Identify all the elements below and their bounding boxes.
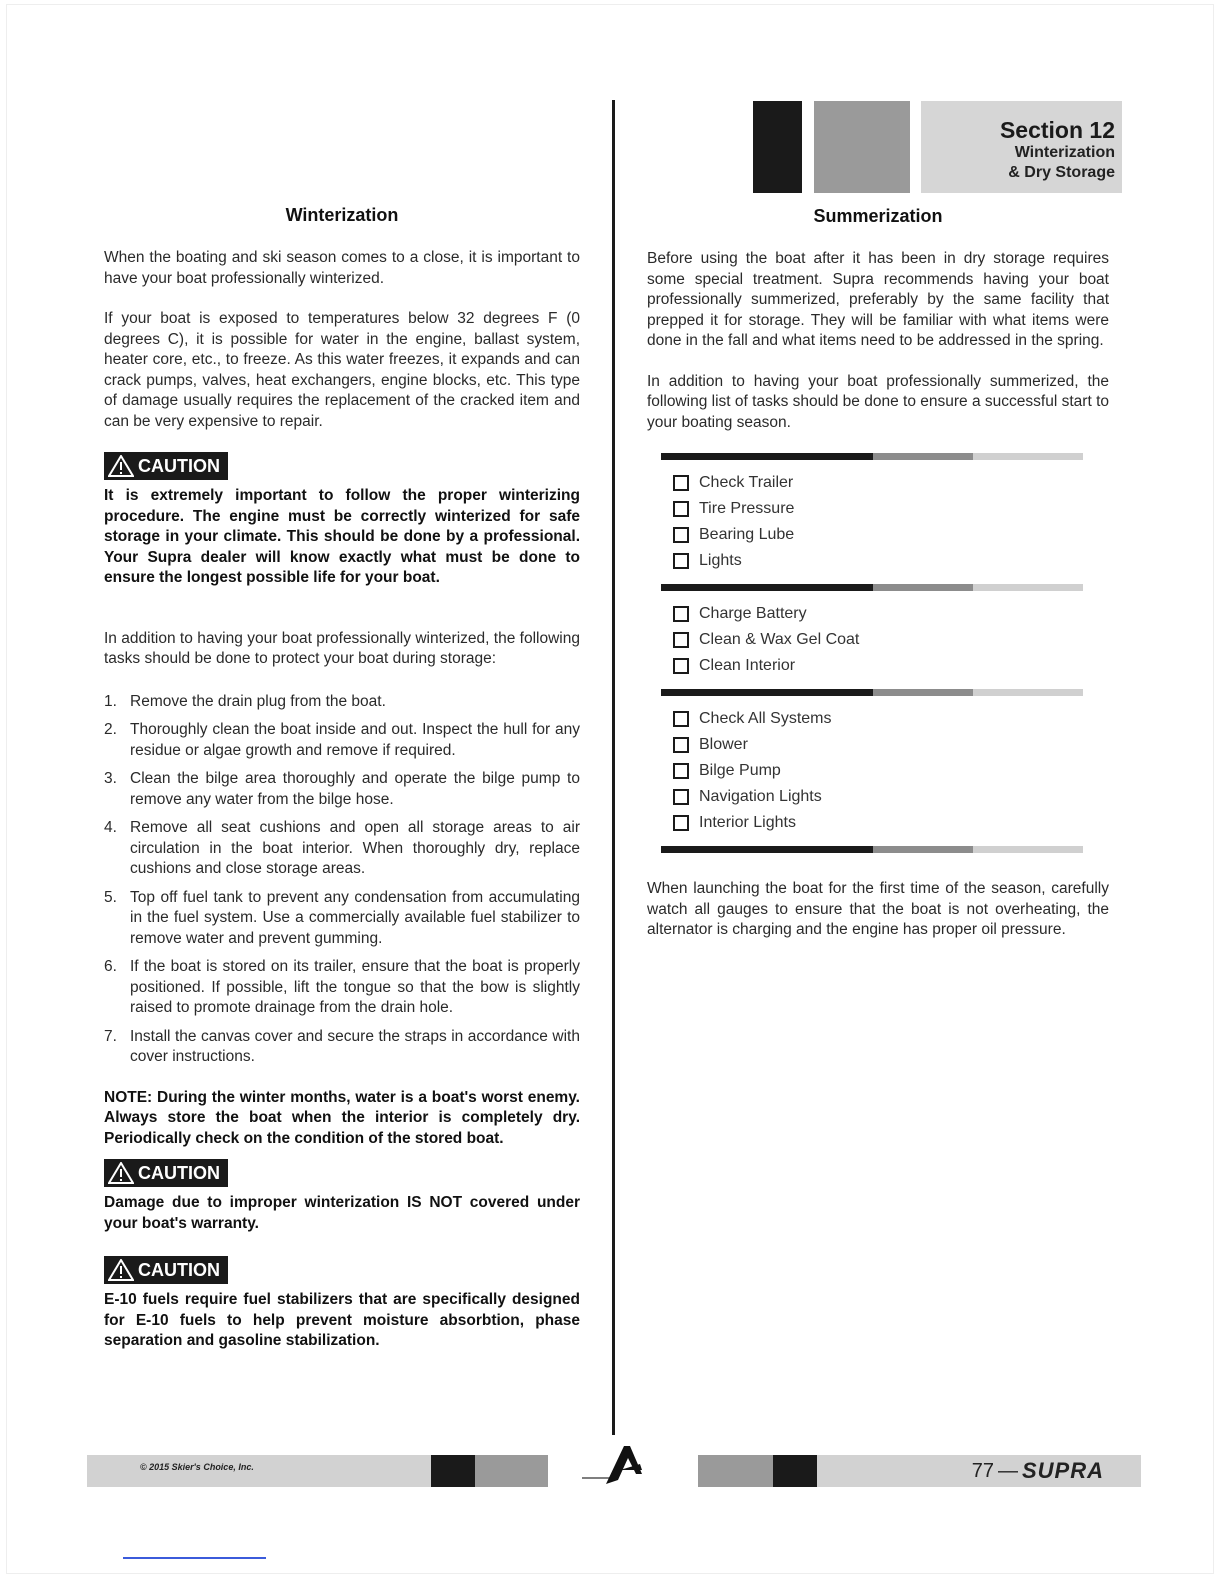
list-item: 4. Remove all seat cushions and open all storage areas to air circulation in the boat interior. When thoroughly dry, replace cushions and close storage areas. <box>104 819 580 877</box>
warning-triangle-icon <box>108 455 134 477</box>
checkbox-icon[interactable] <box>673 501 689 517</box>
footer-block-black-right <box>773 1455 817 1487</box>
checklist-group-systems <box>673 706 1109 836</box>
checklist-item[interactable]: Bearing Lube <box>673 522 1109 548</box>
caution-badge-2 <box>104 1159 228 1187</box>
caution-text-2: Damage due to improper winterization IS NOT covered under your boat's warranty. <box>104 1194 580 1232</box>
list-item: 5. Top off fuel tank to prevent any condensation from accumulating in the fuel system. Use a commercially available fuel stabilizer to remove water and prevent gumming. <box>104 888 580 947</box>
list-item: 2. Thoroughly clean the boat inside and out. Inspect the hull for any residue or algae growth and remove if required. <box>104 721 580 759</box>
list-item: 7. Install the canvas cover and secure the straps in accordance with cover instructions. <box>104 1027 580 1065</box>
checklist-item[interactable]: Check All Systems <box>673 706 1109 732</box>
checklist-item[interactable]: Interior Lights <box>673 810 1109 836</box>
list-item: 1. Remove the drain plug from the boat. <box>104 692 386 710</box>
checkbox-icon[interactable] <box>673 763 689 779</box>
caution-text-1: It is extremely important to follow the proper winterizing procedure. The engine must be correctly winterized for safe storage in your climate. This should be done by a professional. Your Supra dealer will know exactly what must be done to ensure the longest possible life for your boat. <box>104 487 580 586</box>
checklist-separator-bar <box>661 584 1083 591</box>
checklist-item[interactable]: Bilge Pump <box>673 758 1109 784</box>
scanner-underline <box>123 1557 266 1559</box>
copyright-notice: © 2015 Skier's Choice, Inc. <box>140 1462 254 1472</box>
footer-block-black-left <box>431 1455 475 1487</box>
caution-text-3: E-10 fuels require fuel stabilizers that are specifically designed for E-10 fuels to help prevent moisture absorbtion, phase separation and gasoline stabilization. <box>104 1291 580 1349</box>
checklist-separator-bar <box>661 689 1083 696</box>
checklist-item[interactable]: Charge Battery <box>673 601 1109 627</box>
winterization-intro: When the boating and ski season comes to a close, it is important to have your boat professionally winterized. <box>104 249 580 287</box>
page-number <box>972 1458 1104 1484</box>
checkbox-icon[interactable] <box>673 553 689 569</box>
list-item: 3. Clean the bilge area thoroughly and operate the bilge pump to remove any water from the bilge hose. <box>104 770 580 808</box>
checklist-item[interactable]: Clean & Wax Gel Coat <box>673 627 1109 653</box>
checklist-group-cleaning <box>673 601 1109 679</box>
storage-tasks-intro: In addition to having your boat professionally winterized, the following tasks should be done to protect your boat during storage: <box>104 629 580 667</box>
storage-steps-list <box>104 692 580 1068</box>
section-tab-grey <box>814 101 910 193</box>
winter-note: NOTE: During the winter months, water is a boat's worst enemy. Always store the boat when the interior is completely dry. Periodically check on the condition of the stored boat. <box>104 1088 580 1147</box>
checklist-item[interactable]: Lights <box>673 548 1109 574</box>
section-number: Section 12 <box>999 117 1115 143</box>
footer-block-grey-right <box>698 1455 773 1487</box>
caution-badge-3 <box>104 1256 228 1284</box>
checkbox-icon[interactable] <box>673 632 689 648</box>
list-item: 6. If the boat is stored on its trailer, ensure that the boat is properly positioned. If possible, lift the tongue so that the bow is slightly raised to promote drainage from the drain hole. <box>104 958 580 1016</box>
section-tab-label <box>921 101 1122 193</box>
page-number-dash: — <box>997 1459 1018 1482</box>
winterization-title: Winterization <box>285 205 399 225</box>
section-tab-black <box>753 101 802 193</box>
winterization-column <box>104 205 580 1352</box>
summerization-column <box>647 206 1109 961</box>
checkbox-icon[interactable] <box>673 737 689 753</box>
checkbox-icon[interactable] <box>673 815 689 831</box>
launch-advice: When launching the boat for the first time of the season, carefully watch all gauges to ensure that the boat is not overheating, the alternator is charging and the engine has proper oil pressure. <box>647 880 1109 938</box>
checklist-group-trailer <box>673 470 1109 574</box>
warning-triangle-icon <box>108 1162 134 1184</box>
caution-badge-1 <box>104 452 228 480</box>
warning-triangle-icon <box>108 1259 134 1281</box>
footer-block-grey-left <box>475 1455 548 1487</box>
caution-label-1: CAUTION <box>138 455 220 476</box>
checkbox-icon[interactable] <box>673 711 689 727</box>
checkbox-icon[interactable] <box>673 475 689 491</box>
supra-brand-wordmark: SUPRA <box>1021 1458 1104 1483</box>
checklist-item[interactable]: Navigation Lights <box>673 784 1109 810</box>
checklist-item[interactable]: Blower <box>673 732 1109 758</box>
summerization-intro: Before using the boat after it has been in dry storage requires some special treatment. Supra recommends having your boat professionally summerized, preferably by the same facility that prepped it for storage. They will be familiar with what items were done in the fall and what items need to be addressed in the spring. <box>647 250 1109 349</box>
section-subtitle-2: & Dry Storage <box>1008 164 1115 181</box>
caution-label-3: CAUTION <box>138 1259 220 1280</box>
summerization-title: Summerization <box>813 206 943 226</box>
checkbox-icon[interactable] <box>673 527 689 543</box>
checkbox-icon[interactable] <box>673 789 689 805</box>
caution-label-2: CAUTION <box>138 1162 220 1183</box>
page-number-value: 77 <box>971 1459 994 1482</box>
checklist-item[interactable]: Tire Pressure <box>673 496 1109 522</box>
checklist-item[interactable]: Clean Interior <box>673 653 1109 679</box>
checkbox-icon[interactable] <box>673 658 689 674</box>
checklist-item[interactable]: Check Trailer <box>673 470 1109 496</box>
column-divider <box>612 100 615 1435</box>
checkbox-icon[interactable] <box>673 606 689 622</box>
checklist-separator-bar <box>661 453 1083 460</box>
checklist-separator-bar <box>661 846 1083 853</box>
supra-logo-icon <box>580 1440 656 1486</box>
section-subtitle-1: Winterization <box>1014 144 1115 161</box>
summerization-tasks-intro: In addition to having your boat professionally summerized, the following list of tasks should be done to ensure a successful start to your boating season. <box>647 372 1109 431</box>
freeze-warning-paragraph: If your boat is exposed to temperatures below 32 degrees F (0 degrees C), it is possible for water in the engine, ballast system, heater core, etc., to freeze. As this water freezes, it expands and can crack pumps, valves, heat exchangers, engine blocks, etc. This type of damage usually requires the replacement of the cracked item and can be very expensive to repair. <box>104 310 580 430</box>
